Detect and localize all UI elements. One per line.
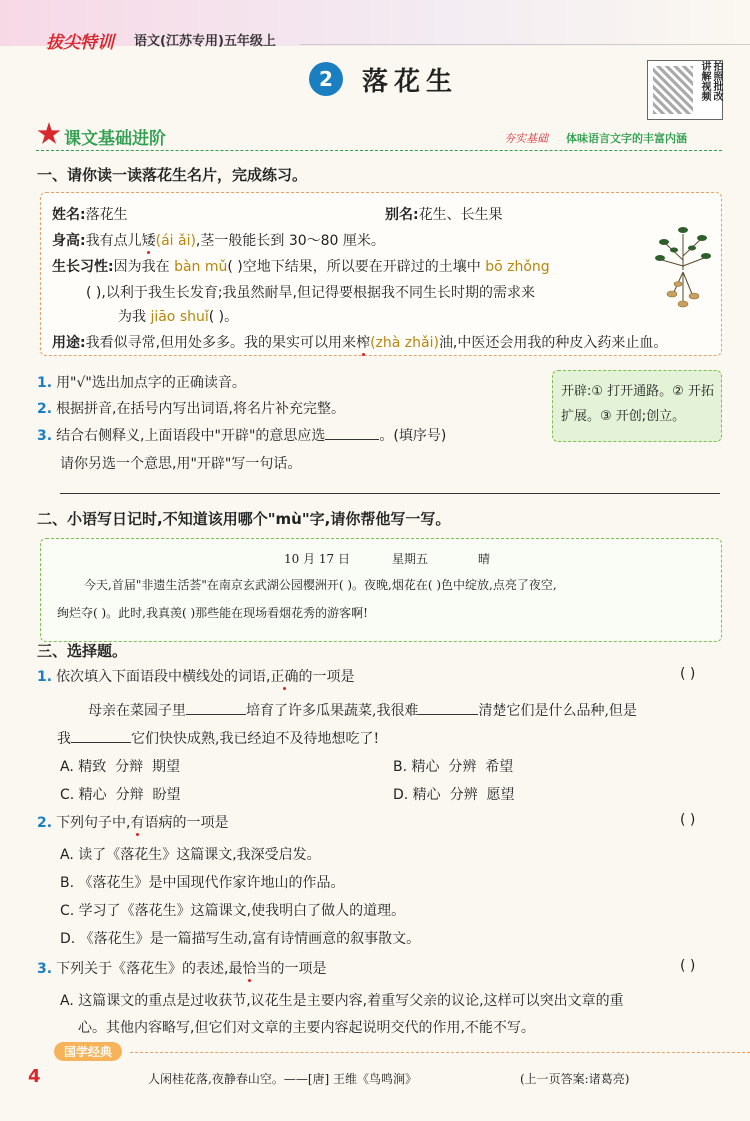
footer-quote: 人闲桂花落,夜静春山空。——[唐] 王维《鸟鸣涧》 (148, 1072, 417, 1086)
part1-question-2 (37, 398, 345, 418)
card-alias-value: 花生、长生果 (418, 207, 503, 223)
diary-date: 10 月 17 日 (284, 552, 350, 566)
section-banner-line (36, 150, 722, 152)
card-habit-row-1 (52, 256, 550, 276)
passage-blank-3[interactable] (71, 728, 131, 743)
part3-q1-passage-line-2 (57, 728, 379, 748)
video-correction-tag[interactable] (647, 60, 723, 120)
section-banner-right-b: 体味语言文字的丰富内涵 (566, 132, 687, 145)
part3-q3-answer-paren[interactable]: ( ) (680, 958, 696, 974)
part3-q3-option-a-line-2[interactable]: 心。其他内容略写,但它们对文章的主要内容起说明交代的作用,不能不写。 (78, 1020, 535, 1036)
passage-blank-1[interactable] (186, 700, 246, 715)
part1-q1-number: 1. (37, 375, 53, 391)
qr-icon (653, 66, 693, 114)
part3-q2-option-c[interactable]: C. 学习了《落花生》这篇课文,使我明白了做人的道理。 (60, 903, 406, 919)
part3-q3-text-b: 的一项是 (270, 961, 327, 977)
card-use-text-b: 油,中医还会用我的种皮入药来止血。 (438, 335, 668, 351)
passage-blank-2[interactable] (418, 700, 478, 715)
part3-q1-answer-paren[interactable]: ( ) (680, 666, 696, 682)
part3-question-3 (37, 958, 327, 978)
part3-q1-text-a: 依次填入下面语段中横线处的词语, (56, 669, 271, 685)
part3-q1-text-b: 的一项是 (298, 669, 355, 685)
card-habit-row-2[interactable]: ( ),以利于我生长发育;我虽然耐旱,但记得要根据我不同生长时期的需求来 (86, 285, 535, 301)
part1-question-1 (37, 372, 246, 392)
lesson-title: 落花生 (362, 67, 459, 97)
card-pinyin-bozhong: bō zhǒng (485, 259, 550, 275)
diary-weather: 晴 (478, 552, 491, 566)
part3-q2-dotted-word: 有 (130, 815, 145, 831)
part3-q1-option-a[interactable]: A. 精致 分辩 期望 (60, 759, 181, 775)
part3-q3-text-a: 下列关于《落花生》的表述, (56, 961, 229, 977)
card-height-text-a: 我有点儿 (85, 233, 142, 249)
part3-q3-option-a-line-1[interactable]: A. 这篇课文的重点是过收获节,议花生是主要内容,着重写父亲的议论,这样可以突出文章的重 (60, 993, 624, 1009)
part1-q3-writing-line[interactable] (60, 493, 720, 494)
part1-q3-instruction: 请你另选一个意思,用"开辟"写一句话。 (60, 456, 302, 472)
passage-text-b: 培育了许多瓜果蔬菜,我很难 (246, 703, 419, 719)
card-pinyin-jiaoshui: jiāo shuǐ (150, 309, 209, 325)
footer-dashed-line (130, 1052, 750, 1054)
passage-text-e: 它们快快成熟,我已经迫不及待地想吃了! (131, 731, 380, 747)
section-banner-title: 课文基础进阶 (64, 129, 166, 149)
card-use-row (52, 332, 667, 352)
card-name-value: 落花生 (85, 207, 128, 223)
part1-q1-text: 用"√"选出加点字的正确读音。 (56, 375, 246, 391)
part3-q1-passage-line-1 (88, 700, 637, 720)
subject-label: 语文(江苏专用)五年级上 (134, 34, 276, 49)
passage-text-a: 母亲在菜园子里 (88, 703, 186, 719)
part3-q2-text-a: 下列句子中, (56, 815, 131, 831)
part1-question-3 (37, 425, 446, 445)
card-habit-text-a: 因为我在 (113, 259, 170, 275)
card-habit-blank-3[interactable]: ( )。 (208, 309, 239, 325)
part3-q3-dotted-word: 最恰当 (228, 961, 271, 977)
peanut-plant-illustration (652, 220, 714, 310)
diary-line-1[interactable]: 今天,首届"非遗生活荟"在南京玄武湖公园樱洲开( )。夜晚,烟花在( )色中绽放,点亮了夜空, (84, 578, 557, 592)
part3-q1-option-d[interactable]: D. 精心 分辨 愿望 (393, 787, 515, 803)
card-habit-label: 生长习性: (52, 259, 114, 275)
part3-q2-option-b[interactable]: B. 《落花生》是中国现代作家许地山的作品。 (60, 875, 345, 891)
part3-q2-answer-paren[interactable]: ( ) (680, 812, 696, 828)
card-alias-label: 别名: (385, 207, 419, 223)
part3-question-2 (37, 812, 229, 832)
part1-q3-text-b: 。(填序号) (379, 428, 447, 444)
brand-logo: 拔尖特训 (46, 33, 114, 53)
part3-title: 三、选择题。 (37, 642, 128, 660)
card-use-label: 用途: (52, 335, 86, 351)
part2-title: 二、小语写日记时,不知道该用哪个"mù"字,请你帮他写一写。 (37, 510, 451, 528)
part3-q2-number: 2. (37, 815, 53, 831)
part1-q3-text-a: 结合右侧释义,上面语段中"开辟"的意思应选 (56, 428, 326, 444)
part1-q3-number: 3. (37, 428, 53, 444)
page-number: 4 (28, 1066, 41, 1087)
card-height-text-b: ,茎一般能长到 30～80 厘米。 (195, 233, 385, 249)
header-line (300, 44, 750, 45)
section-banner-right-a: 夯实基础 (504, 132, 548, 145)
side-tag-text-1: 讲解视频 (699, 61, 710, 101)
part3-q2-option-d[interactable]: D. 《落花生》是一篇描写生动,富有诗情画意的叙事散文。 (60, 931, 421, 947)
part1-q3-answer-blank[interactable] (325, 425, 379, 440)
card-use-text-a: 我看似寻常,但用处多多。我的果实可以用来 (85, 335, 357, 351)
part3-q2-option-a[interactable]: A. 读了《落花生》这篇课文,我深受启发。 (60, 847, 321, 863)
card-name-label: 姓名: (52, 207, 86, 223)
card-pinyin-banmu: bàn mǔ (174, 259, 228, 275)
card-name-row (52, 204, 128, 224)
part3-q3-number: 3. (37, 961, 53, 977)
card-habit-row-3 (118, 306, 238, 326)
part1-title: 一、请你读一读落花生名片，完成练习。 (37, 166, 308, 184)
card-habit-blank-1[interactable]: ( ) (227, 259, 243, 275)
part3-q1-number: 1. (37, 669, 53, 685)
diary-weekday: 星期五 (392, 552, 429, 566)
part3-question-1 (37, 666, 355, 686)
card-use-pinyin[interactable]: (zhà zhǎi) (370, 335, 439, 351)
section-star-icon (37, 122, 61, 146)
footer-prev-answer: (上一页答案:诸葛亮) (520, 1072, 630, 1086)
card-habit-text-d: 为我 (118, 309, 146, 325)
card-height-dotted-char: 矮 (141, 233, 156, 249)
lesson-number-badge: 2 (309, 62, 343, 96)
card-height-label: 身高: (52, 233, 86, 249)
card-habit-text-b: 空地下结果，所以要在开辟过的土壤中 (242, 259, 481, 275)
card-height-pinyin[interactable]: (ái ǎi) (155, 233, 196, 249)
card-alias-row (385, 204, 503, 224)
side-tag-text-2: 拍照批改 (711, 61, 722, 101)
passage-text-d: 我 (57, 731, 71, 747)
part1-q2-number: 2. (37, 401, 53, 417)
card-use-dotted-char: 榨 (356, 335, 371, 351)
part3-q1-dotted-word: 正确 (270, 669, 299, 685)
part3-q2-text-b: 语病的一项是 (144, 815, 229, 831)
part3-q1-option-c[interactable]: C. 精心 分辩 盼望 (60, 787, 181, 803)
part1-q2-text: 根据拼音,在括号内写出词语,将名片补充完整。 (56, 401, 345, 417)
definition-note-text: 开辟:① 打开通路。② 开拓扩展。③ 开创;创立。 (561, 384, 714, 424)
card-height-row (52, 230, 385, 250)
diary-line-2[interactable]: 绚烂夺( )。此时,我真羡( )那些能在现场看烟花秀的游客啊! (57, 606, 368, 620)
part3-q1-option-b[interactable]: B. 精心 分辨 希望 (393, 759, 514, 775)
passage-text-c: 清楚它们是什么品种,但是 (478, 703, 637, 719)
footer-tag: 国学经典 (54, 1042, 122, 1061)
